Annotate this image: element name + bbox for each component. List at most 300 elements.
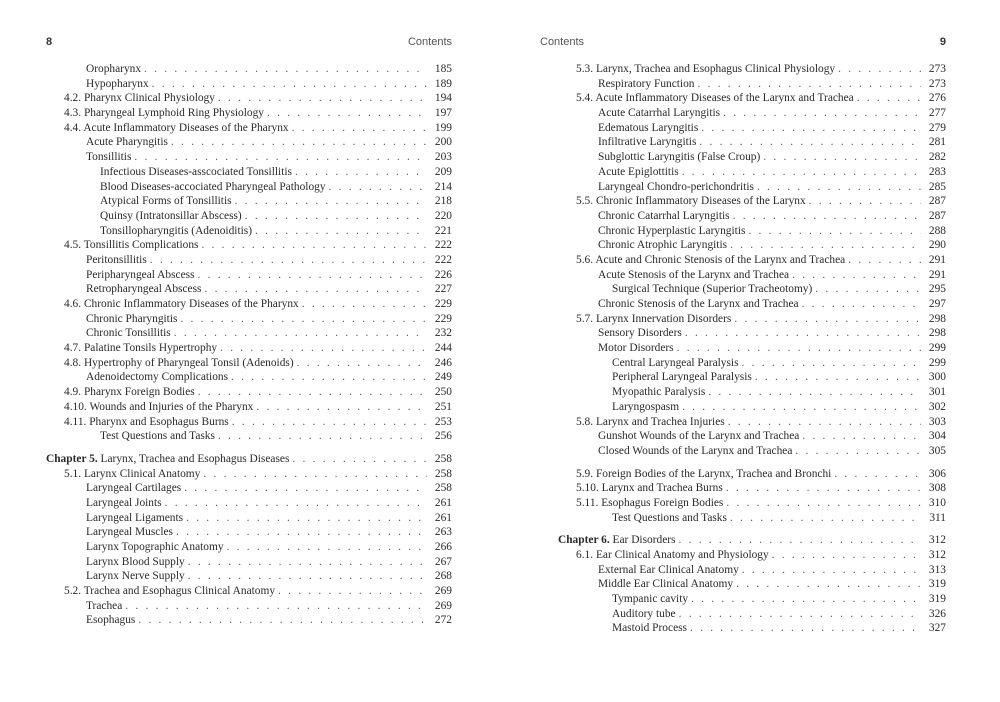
right-running-header: Contents bbox=[540, 36, 585, 48]
entry-title bbox=[46, 481, 181, 496]
page-number: 226 bbox=[434, 268, 452, 281]
toc-entry bbox=[46, 429, 452, 444]
entry-title bbox=[558, 238, 727, 253]
entry-title bbox=[46, 209, 242, 224]
entry-number: 5.8. bbox=[576, 415, 594, 428]
toc-entry bbox=[558, 121, 946, 136]
entry-text: Oropharynx bbox=[86, 63, 142, 75]
left-page-number: 8 bbox=[46, 36, 53, 48]
dot-leader bbox=[733, 209, 921, 224]
entry-number: 4.4. bbox=[64, 121, 82, 134]
entry-text: Tympanic cavity bbox=[612, 593, 689, 606]
toc-entry bbox=[46, 555, 452, 570]
dot-leader bbox=[227, 540, 427, 555]
dot-leader bbox=[848, 253, 921, 268]
toc-entry bbox=[558, 444, 946, 459]
entry-text: Gunshot Wounds of the Larynx and Trachea bbox=[598, 430, 800, 443]
entry-number: 5.11. bbox=[576, 496, 599, 509]
page-number: 232 bbox=[434, 327, 452, 340]
page-number: 300 bbox=[928, 371, 946, 384]
dot-leader bbox=[256, 400, 427, 415]
page-number: 197 bbox=[434, 107, 452, 120]
dot-leader bbox=[734, 312, 921, 327]
toc-entry bbox=[558, 238, 946, 253]
entry-text: Test Questions and Tasks bbox=[612, 511, 727, 524]
dot-leader bbox=[198, 268, 428, 283]
dot-leader bbox=[176, 525, 427, 540]
entry-title bbox=[46, 555, 185, 570]
dot-leader bbox=[802, 429, 921, 444]
entry-title bbox=[46, 135, 168, 150]
toc-entry bbox=[46, 467, 452, 482]
dot-leader bbox=[838, 62, 921, 77]
page-number: 310 bbox=[928, 496, 946, 509]
toc-entry bbox=[558, 496, 946, 511]
entry-text: Retropharyngeal Abscess bbox=[86, 283, 202, 296]
toc-entry bbox=[46, 312, 452, 327]
toc-entry bbox=[558, 253, 946, 268]
page-number: 282 bbox=[928, 151, 946, 164]
entry-title bbox=[558, 496, 723, 511]
toc-entry bbox=[558, 209, 946, 224]
page-number: 261 bbox=[434, 496, 452, 509]
entry-text: Esophagus Foreign Bodies bbox=[601, 496, 724, 509]
entry-number: 5.1. bbox=[64, 467, 82, 480]
entry-title bbox=[558, 444, 792, 459]
entry-title bbox=[558, 326, 682, 341]
entry-text: Chronic Inflammatory Diseases of the Pharynx bbox=[83, 298, 299, 310]
entry-title bbox=[46, 326, 171, 341]
dot-leader bbox=[679, 533, 922, 548]
dot-leader bbox=[255, 224, 427, 239]
entry-text: Larynx Topographic Anatomy bbox=[86, 541, 224, 553]
toc-entry bbox=[558, 91, 946, 106]
entry-text: Ear Disorders bbox=[612, 534, 676, 547]
entry-title bbox=[46, 268, 195, 283]
entry-title bbox=[46, 194, 232, 209]
page-number: 266 bbox=[434, 541, 452, 553]
dot-leader bbox=[138, 613, 427, 628]
entry-title bbox=[46, 370, 228, 385]
toc-entry bbox=[558, 370, 946, 385]
entry-title bbox=[558, 194, 806, 209]
entry-text: Larynx Blood Supply bbox=[86, 555, 185, 568]
entry-title bbox=[46, 356, 294, 371]
toc-entry bbox=[46, 356, 452, 371]
entry-text: Sensory Disorders bbox=[598, 327, 682, 340]
entry-text: Laryngeal Muscles bbox=[86, 526, 173, 539]
entry-number: Chapter 6. bbox=[558, 534, 610, 547]
page-number: 214 bbox=[434, 180, 452, 193]
dot-leader bbox=[232, 415, 427, 430]
entry-title bbox=[558, 62, 835, 77]
page-number: 249 bbox=[434, 371, 452, 384]
dot-leader bbox=[267, 106, 427, 121]
entry-text: Acute Inflammatory Diseases of the Larynx and Trachea bbox=[595, 92, 854, 105]
entry-title bbox=[46, 297, 299, 312]
dot-leader bbox=[690, 621, 921, 636]
entry-text: Hypertrophy of Pharyngeal Tonsil (Adenoids) bbox=[83, 356, 294, 369]
entry-title bbox=[558, 341, 674, 356]
entry-number: 4.7. bbox=[64, 342, 82, 355]
entry-title bbox=[46, 467, 200, 482]
page-number: 263 bbox=[434, 526, 452, 539]
dot-leader bbox=[203, 467, 427, 482]
entry-title bbox=[558, 400, 679, 415]
chapter-entry bbox=[558, 533, 946, 548]
entry-text: Trachea bbox=[86, 599, 123, 612]
dot-leader bbox=[699, 135, 921, 150]
entry-title bbox=[46, 452, 289, 467]
entry-number: 5.10. bbox=[576, 482, 599, 495]
dot-leader bbox=[329, 180, 427, 195]
entry-title bbox=[558, 415, 725, 430]
entry-text: Larynx Nerve Supply bbox=[86, 570, 185, 583]
dot-leader bbox=[295, 165, 427, 180]
page-number: 308 bbox=[928, 482, 946, 495]
entry-title bbox=[46, 415, 229, 430]
toc-entry bbox=[46, 481, 452, 496]
page-number: 268 bbox=[434, 570, 452, 583]
toc-entry bbox=[558, 577, 946, 592]
dot-leader bbox=[730, 511, 921, 526]
entry-text: Peripheral Laryngeal Paralysis bbox=[612, 371, 752, 384]
entry-text: Chronic Atrophic Laryngitis bbox=[598, 239, 728, 252]
page-number: 295 bbox=[928, 283, 946, 296]
entry-text: Chronic Pharyngitis bbox=[86, 312, 178, 325]
entry-title bbox=[46, 180, 326, 195]
page-number: 299 bbox=[928, 342, 946, 355]
page-number: 229 bbox=[434, 312, 452, 325]
page-number: 269 bbox=[434, 599, 452, 612]
toc-entry bbox=[46, 599, 452, 614]
entry-title bbox=[558, 165, 679, 180]
entry-title bbox=[558, 150, 760, 165]
page-number: 272 bbox=[434, 614, 452, 627]
dot-leader bbox=[763, 150, 921, 165]
entry-title bbox=[46, 121, 289, 136]
toc-entry bbox=[558, 385, 946, 400]
entry-title bbox=[558, 511, 727, 526]
entry-text: Acute Catarrhal Laryngitis bbox=[598, 107, 721, 120]
dot-leader bbox=[755, 370, 921, 385]
entry-text: Larynx, Trachea and Esophagus Diseases bbox=[100, 452, 290, 465]
entry-title bbox=[46, 312, 177, 327]
entry-text: Laryngeal Chondro-perichondritis bbox=[598, 180, 754, 193]
entry-title bbox=[46, 540, 224, 555]
dot-leader bbox=[150, 253, 427, 268]
page-number: 199 bbox=[434, 121, 452, 134]
page-number: 229 bbox=[434, 298, 452, 310]
dot-leader bbox=[144, 62, 427, 77]
entry-text: Laryngeal Ligaments bbox=[86, 511, 184, 524]
page-number: 305 bbox=[928, 444, 946, 457]
entry-title bbox=[46, 511, 183, 526]
toc-entry bbox=[46, 106, 452, 121]
entry-title bbox=[46, 569, 185, 584]
dot-leader bbox=[795, 444, 921, 459]
toc-entry bbox=[558, 607, 946, 622]
toc-entry bbox=[46, 584, 452, 599]
page-number: 290 bbox=[928, 239, 946, 252]
page-number: 209 bbox=[434, 165, 452, 178]
dot-leader bbox=[231, 370, 427, 385]
page-number: 253 bbox=[434, 415, 452, 428]
entry-text: Peripharyngeal Abscess bbox=[86, 268, 195, 281]
right-page bbox=[500, 0, 1000, 702]
page-number: 203 bbox=[434, 151, 452, 164]
dot-leader bbox=[726, 481, 921, 496]
entry-title bbox=[46, 238, 198, 253]
entry-title bbox=[558, 533, 676, 548]
page-number: 273 bbox=[928, 63, 946, 75]
dot-leader bbox=[245, 209, 427, 224]
toc-entry bbox=[558, 400, 946, 415]
entry-text: Pharynx Foreign Bodies bbox=[83, 386, 195, 399]
entry-title bbox=[558, 253, 845, 268]
entry-text: Acute and Chronic Stenosis of the Larynx and Trachea bbox=[595, 253, 846, 266]
page-number: 285 bbox=[928, 180, 946, 193]
toc-entry bbox=[46, 540, 452, 555]
dot-leader bbox=[220, 341, 427, 356]
entry-title bbox=[46, 496, 162, 511]
entry-title bbox=[558, 385, 705, 400]
entry-number: 4.5. bbox=[64, 239, 82, 252]
toc-entry bbox=[558, 77, 946, 92]
left-running-header: Contents bbox=[407, 36, 452, 48]
dot-leader bbox=[682, 165, 921, 180]
entry-text: Acute Pharyngitis bbox=[86, 136, 168, 149]
dot-leader bbox=[815, 282, 921, 297]
page-number: 291 bbox=[928, 253, 946, 266]
dot-leader bbox=[685, 326, 921, 341]
entry-text: Acute Epiglottitis bbox=[598, 165, 679, 178]
page-number: 301 bbox=[928, 386, 946, 399]
page-number: 221 bbox=[434, 224, 452, 237]
entry-text: Pharynx and Esophagus Burns bbox=[89, 415, 229, 428]
toc-entry bbox=[46, 194, 452, 209]
entry-text: Tonsillopharyngitis (Adenoiditis) bbox=[100, 224, 253, 237]
entry-title bbox=[558, 91, 854, 106]
entry-number: 4.10. bbox=[64, 400, 87, 413]
toc-entry bbox=[558, 180, 946, 195]
entry-number: 4.11. bbox=[64, 415, 87, 428]
toc-entry bbox=[558, 165, 946, 180]
entry-number: 5.5. bbox=[576, 195, 594, 208]
entry-text: Acute Inflammatory Diseases of the Pharynx bbox=[83, 121, 289, 134]
entry-number: 4.2. bbox=[64, 92, 82, 105]
page-number: 299 bbox=[928, 356, 946, 369]
entry-title bbox=[46, 385, 195, 400]
dot-leader bbox=[218, 429, 427, 444]
entry-text: Larynx Clinical Anatomy bbox=[83, 467, 201, 480]
dot-leader bbox=[809, 194, 921, 209]
dot-leader bbox=[679, 607, 921, 622]
page-number: 298 bbox=[928, 312, 946, 325]
dot-leader bbox=[730, 238, 921, 253]
entry-text: Central Laryngeal Paralysis bbox=[612, 356, 739, 369]
entry-number: Chapter 5. bbox=[46, 452, 98, 465]
dot-leader bbox=[292, 452, 427, 467]
dot-leader bbox=[857, 91, 921, 106]
entry-text: Test Questions and Tasks bbox=[100, 430, 215, 443]
entry-title bbox=[558, 370, 752, 385]
entry-title bbox=[558, 209, 730, 224]
page-number: 279 bbox=[928, 121, 946, 134]
entry-text: Edematous Laryngitis bbox=[598, 121, 699, 134]
dot-leader bbox=[691, 592, 921, 607]
toc-entry bbox=[46, 253, 452, 268]
entry-title bbox=[46, 525, 173, 540]
entry-title bbox=[46, 282, 201, 297]
entry-text: Larynx Innervation Disorders bbox=[595, 312, 732, 325]
dot-leader bbox=[302, 297, 427, 312]
toc-entry bbox=[558, 563, 946, 578]
page-number: 319 bbox=[928, 578, 946, 591]
entry-title bbox=[558, 282, 812, 297]
toc-entry bbox=[558, 194, 946, 209]
entry-number: 6.1. bbox=[576, 549, 594, 561]
page-number: 194 bbox=[434, 92, 452, 105]
toc-entry bbox=[558, 150, 946, 165]
dot-leader bbox=[698, 77, 922, 92]
entry-number: 4.9. bbox=[64, 386, 82, 399]
page-number: 250 bbox=[434, 386, 452, 399]
entry-title bbox=[46, 253, 147, 268]
entry-text: Foreign Bodies of the Larynx, Trachea and Bronchi bbox=[595, 467, 832, 480]
toc-entry bbox=[46, 238, 452, 253]
dot-leader bbox=[772, 548, 921, 563]
dot-leader bbox=[726, 496, 921, 511]
page-number: 273 bbox=[928, 77, 946, 90]
page-number: 246 bbox=[434, 356, 452, 369]
chapter-entry bbox=[46, 452, 452, 467]
toc-entry bbox=[558, 467, 946, 482]
entry-title bbox=[46, 91, 215, 106]
entry-text: Ear Clinical Anatomy and Physiology bbox=[595, 549, 769, 561]
entry-text: Acute Stenosis of the Larynx and Trachea bbox=[598, 268, 790, 281]
dot-leader bbox=[165, 496, 427, 511]
dot-leader bbox=[723, 106, 921, 121]
entry-title bbox=[46, 106, 264, 121]
toc-entry bbox=[558, 326, 946, 341]
toc-entry bbox=[46, 209, 452, 224]
dot-leader bbox=[188, 569, 427, 584]
entry-text: Closed Wounds of the Larynx and Trachea bbox=[598, 444, 793, 457]
page-number: 327 bbox=[928, 622, 946, 635]
dot-leader bbox=[742, 563, 921, 578]
dot-leader bbox=[834, 467, 921, 482]
entry-title bbox=[558, 548, 769, 563]
entry-title bbox=[558, 467, 831, 482]
entry-title bbox=[558, 121, 698, 136]
toc-entry bbox=[46, 400, 452, 415]
page-number: 200 bbox=[434, 136, 452, 149]
entry-title bbox=[46, 341, 217, 356]
toc-entry bbox=[558, 297, 946, 312]
page-number: 288 bbox=[928, 224, 946, 237]
toc-entry bbox=[46, 180, 452, 195]
dot-leader bbox=[748, 224, 921, 239]
dot-leader bbox=[235, 194, 427, 209]
page-number: 302 bbox=[928, 400, 946, 413]
entry-text: Chronic Tonsillitis bbox=[86, 327, 171, 340]
page-number: 298 bbox=[928, 327, 946, 340]
entry-text: Tonsillitis Complications bbox=[83, 239, 199, 252]
dot-leader bbox=[218, 91, 427, 106]
dot-leader bbox=[292, 121, 427, 136]
entry-title bbox=[558, 77, 695, 92]
entry-title bbox=[46, 62, 141, 77]
toc-entry bbox=[46, 297, 452, 312]
toc-entry bbox=[558, 511, 946, 526]
toc-entry bbox=[46, 62, 452, 77]
entry-text: Chronic Inflammatory Diseases of the Larynx bbox=[595, 195, 806, 208]
page-number: 244 bbox=[434, 342, 452, 355]
dot-leader bbox=[757, 180, 921, 195]
entry-text: External Ear Clinical Anatomy bbox=[598, 563, 739, 576]
toc-entry bbox=[558, 415, 946, 430]
toc-entry bbox=[46, 224, 452, 239]
page-number: 281 bbox=[928, 136, 946, 149]
entry-title bbox=[46, 613, 135, 628]
dot-leader bbox=[278, 584, 427, 599]
toc-entry bbox=[558, 62, 946, 77]
entry-text: Mastoid Process bbox=[612, 622, 687, 635]
dot-leader bbox=[125, 599, 427, 614]
dot-leader bbox=[204, 282, 427, 297]
entry-title bbox=[558, 577, 733, 592]
entry-title bbox=[558, 563, 739, 578]
page-number: 261 bbox=[434, 511, 452, 524]
entry-text: Quinsy (Intratonsillar Abscess) bbox=[100, 209, 242, 222]
entry-title bbox=[558, 621, 687, 636]
entry-text: Chronic Stenosis of the Larynx and Trachea bbox=[598, 298, 799, 310]
page-number: 267 bbox=[434, 555, 452, 568]
entry-text: Myopathic Paralysis bbox=[612, 386, 706, 399]
page-number: 319 bbox=[928, 593, 946, 606]
toc-list-right bbox=[558, 62, 946, 636]
toc-entry bbox=[46, 165, 452, 180]
entry-text: Infiltrative Laryngitis bbox=[598, 136, 697, 149]
entry-text: Atypical Forms of Tonsillitis bbox=[100, 195, 232, 208]
entry-text: Subglottic Laryngitis (False Croup) bbox=[598, 151, 761, 164]
entry-text: Blood Diseases-accociated Pharyngeal Pathology bbox=[100, 180, 326, 193]
toc-entry bbox=[46, 150, 452, 165]
dot-leader bbox=[701, 121, 921, 136]
entry-text: Wounds and Injuries of the Pharynx bbox=[89, 400, 254, 413]
toc-entry bbox=[558, 268, 946, 283]
entry-text: Trachea and Esophagus Clinical Anatomy bbox=[83, 585, 276, 598]
entry-text: Larynx and Trachea Injuries bbox=[595, 415, 725, 428]
dot-leader bbox=[174, 326, 427, 341]
entry-title bbox=[558, 297, 799, 312]
toc-entry bbox=[46, 135, 452, 150]
page-number: 222 bbox=[434, 253, 452, 266]
entry-text: Chronic Catarrhal Laryngitis bbox=[598, 209, 730, 222]
dot-leader bbox=[802, 297, 921, 312]
toc-entry bbox=[46, 341, 452, 356]
entry-title bbox=[558, 356, 739, 371]
page-number: 227 bbox=[434, 283, 452, 296]
entry-text: Esophagus bbox=[86, 614, 136, 627]
page-number: 291 bbox=[928, 268, 946, 281]
page-number: 326 bbox=[928, 607, 946, 620]
entry-number: 4.3. bbox=[64, 107, 82, 120]
page-number: 222 bbox=[434, 239, 452, 252]
dot-leader bbox=[180, 312, 427, 327]
entry-text: Motor Disorders bbox=[598, 342, 674, 355]
